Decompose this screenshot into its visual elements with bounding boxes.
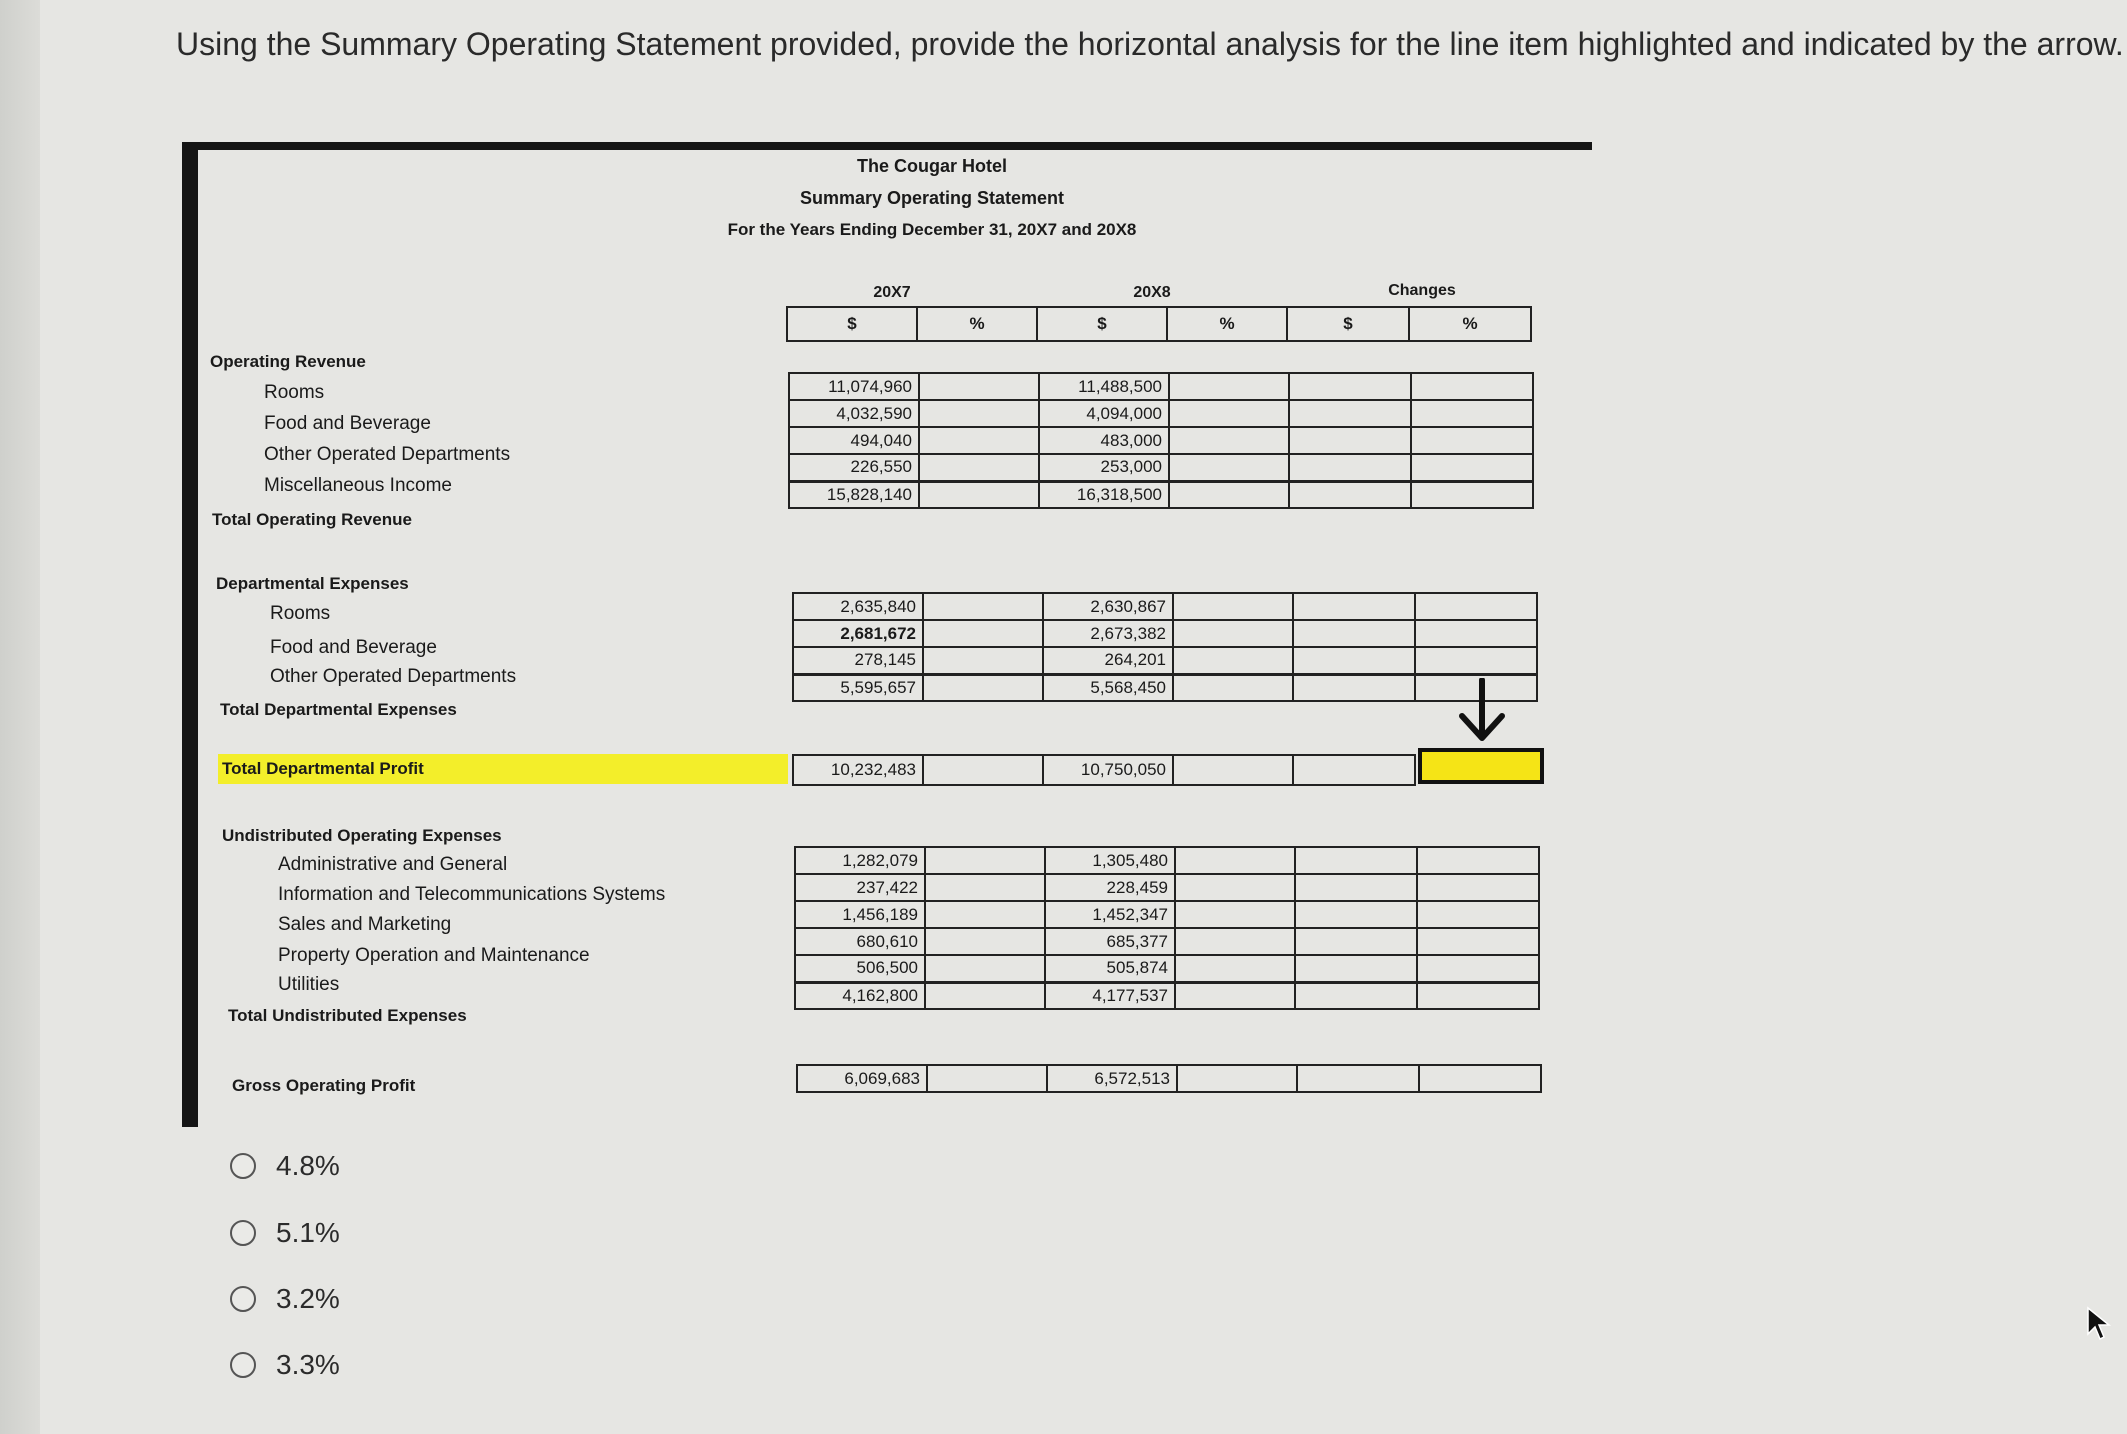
cell-y2: 253,000	[1039, 454, 1169, 481]
cell-y2: 505,874	[1045, 955, 1175, 982]
cell-pct1	[923, 674, 1043, 701]
label-gross-operating-profit: Gross Operating Profit	[232, 1076, 416, 1095]
hotel-name: The Cougar Hotel	[856, 156, 1007, 176]
cell-change-dollar	[1295, 955, 1417, 982]
cell-change-dollar	[1289, 373, 1411, 400]
label-utilities: Utilities	[278, 974, 340, 995]
label-other-dept-expense: Other Operated Departments	[270, 666, 517, 687]
cell-pct2	[1173, 593, 1293, 620]
cell-pct1	[919, 373, 1039, 400]
radio-button[interactable]	[230, 1220, 256, 1246]
cell-change-pct	[1415, 647, 1537, 674]
cell-pct2	[1175, 955, 1295, 982]
cell-y1: 494,040	[789, 427, 919, 454]
cell-change-dollar	[1295, 847, 1417, 874]
label-admin-general: Administrative and General	[278, 854, 508, 875]
cell-change-pct	[1417, 847, 1539, 874]
cell-change-pct	[1419, 1065, 1541, 1092]
radio-button[interactable]	[230, 1286, 256, 1312]
cell-y2: 685,377	[1045, 928, 1175, 955]
label-rooms-expense: Rooms	[270, 603, 331, 624]
statement-image	[182, 142, 1592, 1127]
gross-operating-profit-row	[796, 1064, 1542, 1093]
cell-pct1	[919, 481, 1039, 508]
departmental-expenses-header: Departmental Expenses	[216, 574, 409, 593]
sheet-left-border	[182, 142, 198, 1127]
year1-header: 20X7	[873, 284, 911, 301]
cell-change-dollar	[1293, 755, 1415, 785]
cell-pct1	[925, 874, 1045, 901]
cell-y2: 2,630,867	[1043, 593, 1173, 620]
cell-change-pct	[1415, 620, 1537, 647]
radio-button[interactable]	[230, 1153, 256, 1179]
unit-dollar-2: $	[1037, 307, 1167, 341]
cell-change-dollar	[1297, 1065, 1419, 1092]
down-arrow-icon	[1454, 678, 1510, 750]
cell-y1: 4,162,800	[795, 982, 925, 1009]
cell-pct1	[925, 955, 1045, 982]
cell-y2: 6,572,513	[1047, 1065, 1177, 1092]
cell-change-dollar	[1289, 400, 1411, 427]
cell-y1: 6,069,683	[797, 1065, 927, 1092]
cell-change-dollar	[1293, 674, 1415, 701]
unit-dollar-1: $	[787, 307, 917, 341]
cell-y2: 5,568,450	[1043, 674, 1173, 701]
cell-change-dollar	[1293, 593, 1415, 620]
table-row	[793, 647, 1537, 674]
option-1[interactable]	[230, 1150, 340, 1182]
cell-change-dollar	[1289, 427, 1411, 454]
cell-change-dollar	[1295, 874, 1417, 901]
label-total-undistributed: Total Undistributed Expenses	[228, 1006, 467, 1025]
cell-pct2	[1173, 755, 1293, 785]
sheet-top-border	[182, 142, 1592, 150]
table-row-total	[795, 982, 1539, 1009]
cell-pct2	[1175, 928, 1295, 955]
cell-y2: 4,177,537	[1045, 982, 1175, 1009]
departmental-expenses-table	[792, 592, 1538, 702]
cell-y2: 2,673,382	[1043, 620, 1173, 647]
cell-y2: 483,000	[1039, 427, 1169, 454]
table-row-total	[793, 674, 1537, 701]
table-row	[789, 400, 1533, 427]
cell-pct2	[1169, 481, 1289, 508]
undistributed-table	[794, 846, 1540, 1010]
table-row	[795, 955, 1539, 982]
cell-y1: 11,074,960	[789, 373, 919, 400]
screen-bezel	[0, 0, 40, 1434]
cell-y2: 264,201	[1043, 647, 1173, 674]
cell-pct2	[1169, 454, 1289, 481]
cell-y1: 10,232,483	[793, 755, 923, 785]
cell-change-pct	[1417, 982, 1539, 1009]
cell-pct1	[919, 454, 1039, 481]
option-label: 5.1%	[276, 1217, 340, 1248]
cell-y1: 226,550	[789, 454, 919, 481]
cell-pct2	[1175, 982, 1295, 1009]
operating-revenue-header: Operating Revenue	[210, 352, 366, 371]
cell-y2: 1,305,480	[1045, 847, 1175, 874]
operating-revenue-table	[788, 372, 1534, 509]
cell-change-dollar	[1289, 454, 1411, 481]
radio-button[interactable]	[230, 1352, 256, 1378]
statement-subtitle: Summary Operating Statement	[799, 188, 1065, 208]
label-total-dept-profit: Total Departmental Profit	[222, 759, 424, 778]
cell-pct2	[1175, 874, 1295, 901]
cell-y1: 4,032,590	[789, 400, 919, 427]
cell-pct1	[919, 400, 1039, 427]
cell-change-pct	[1417, 901, 1539, 928]
cell-y1: 1,282,079	[795, 847, 925, 874]
cell-y2: 4,094,000	[1039, 400, 1169, 427]
cell-pct1	[923, 755, 1043, 785]
table-row	[795, 874, 1539, 901]
cell-pct1	[925, 847, 1045, 874]
cell-pct2	[1173, 647, 1293, 674]
cell-pct2	[1177, 1065, 1297, 1092]
table-row	[793, 620, 1537, 647]
highlighted-answer-box	[1418, 748, 1544, 784]
cell-pct2	[1173, 620, 1293, 647]
label-rooms-revenue: Rooms	[264, 382, 325, 403]
cell-change-pct	[1411, 400, 1533, 427]
statement-period: For the Years Ending December 31, 20X7 and 20X8	[727, 220, 1137, 239]
table-row	[793, 593, 1537, 620]
cell-change-dollar	[1295, 928, 1417, 955]
cell-y1: 2,635,840	[793, 593, 923, 620]
table-row	[795, 847, 1539, 874]
cell-pct2	[1169, 373, 1289, 400]
table-row	[789, 454, 1533, 481]
table-row	[789, 373, 1533, 400]
label-fb-revenue: Food and Beverage	[264, 413, 431, 434]
unit-dollar-change: $	[1287, 307, 1409, 341]
cell-pct1	[923, 620, 1043, 647]
undistributed-header: Undistributed Operating Expenses	[222, 826, 502, 845]
label-info-telecom: Information and Telecommunications Systems	[278, 884, 666, 905]
cell-y2: 10,750,050	[1043, 755, 1173, 785]
table-row-total	[789, 481, 1533, 508]
cell-change-pct	[1417, 955, 1539, 982]
option-2[interactable]	[230, 1217, 340, 1249]
cell-change-pct	[1415, 593, 1537, 620]
mouse-cursor-icon	[2086, 1306, 2112, 1342]
cell-pct1	[923, 593, 1043, 620]
cell-y1: 680,610	[795, 928, 925, 955]
option-label: 3.2%	[276, 1283, 340, 1314]
option-3[interactable]	[230, 1283, 340, 1315]
cell-y2: 228,459	[1045, 874, 1175, 901]
label-other-dept-revenue: Other Operated Departments	[264, 444, 511, 465]
label-misc-income: Miscellaneous Income	[264, 475, 452, 496]
cell-y2: 16,318,500	[1039, 481, 1169, 508]
table-row	[795, 928, 1539, 955]
option-label: 3.3%	[276, 1349, 340, 1380]
cell-pct2	[1175, 847, 1295, 874]
cell-change-pct	[1411, 454, 1533, 481]
cell-change-pct	[1417, 928, 1539, 955]
changes-header: Changes	[1388, 282, 1456, 299]
unit-percent-change: %	[1409, 307, 1531, 341]
cell-pct1	[925, 928, 1045, 955]
cell-y1: 1,456,189	[795, 901, 925, 928]
cell-y1: 506,500	[795, 955, 925, 982]
cell-pct1	[925, 982, 1045, 1009]
cell-change-pct	[1411, 373, 1533, 400]
unit-percent-2: %	[1167, 307, 1287, 341]
cell-y1: 15,828,140	[789, 481, 919, 508]
cell-pct2	[1175, 901, 1295, 928]
cell-change-pct	[1417, 874, 1539, 901]
question-text: Using the Summary Operating Statement provided, provide the horizontal analysis for the line item highlighted and indicated by the arrow.	[176, 26, 2124, 62]
cell-change-dollar	[1289, 481, 1411, 508]
cell-y1: 237,422	[795, 874, 925, 901]
cell-y1: 2,681,672	[793, 620, 923, 647]
cell-pct1	[925, 901, 1045, 928]
label-total-dept-expenses: Total Departmental Expenses	[220, 700, 457, 719]
label-fb-expense: Food and Beverage	[270, 637, 437, 658]
cell-y2: 11,488,500	[1039, 373, 1169, 400]
cell-y2: 1,452,347	[1045, 901, 1175, 928]
cell-change-dollar	[1293, 620, 1415, 647]
cell-change-dollar	[1295, 982, 1417, 1009]
label-property-operation: Property Operation and Maintenance	[278, 945, 590, 966]
cell-change-pct	[1411, 481, 1533, 508]
cell-y1: 278,145	[793, 647, 923, 674]
cell-pct2	[1173, 674, 1293, 701]
unit-percent-1: %	[917, 307, 1037, 341]
cell-change-dollar	[1295, 901, 1417, 928]
table-row	[789, 427, 1533, 454]
table-row	[795, 901, 1539, 928]
cell-pct1	[919, 427, 1039, 454]
cell-pct2	[1169, 427, 1289, 454]
year2-header: 20X8	[1133, 284, 1171, 301]
option-4[interactable]	[230, 1349, 340, 1381]
option-label: 4.8%	[276, 1150, 340, 1181]
cell-pct1	[923, 647, 1043, 674]
cell-change-pct	[1411, 427, 1533, 454]
label-sales-marketing: Sales and Marketing	[278, 914, 452, 935]
table-row	[797, 1065, 1541, 1092]
units-header-row	[786, 306, 1532, 342]
cell-change-dollar	[1293, 647, 1415, 674]
cell-pct1	[927, 1065, 1047, 1092]
cell-pct2	[1169, 400, 1289, 427]
cell-y1: 5,595,657	[793, 674, 923, 701]
label-total-operating-revenue: Total Operating Revenue	[212, 510, 412, 529]
